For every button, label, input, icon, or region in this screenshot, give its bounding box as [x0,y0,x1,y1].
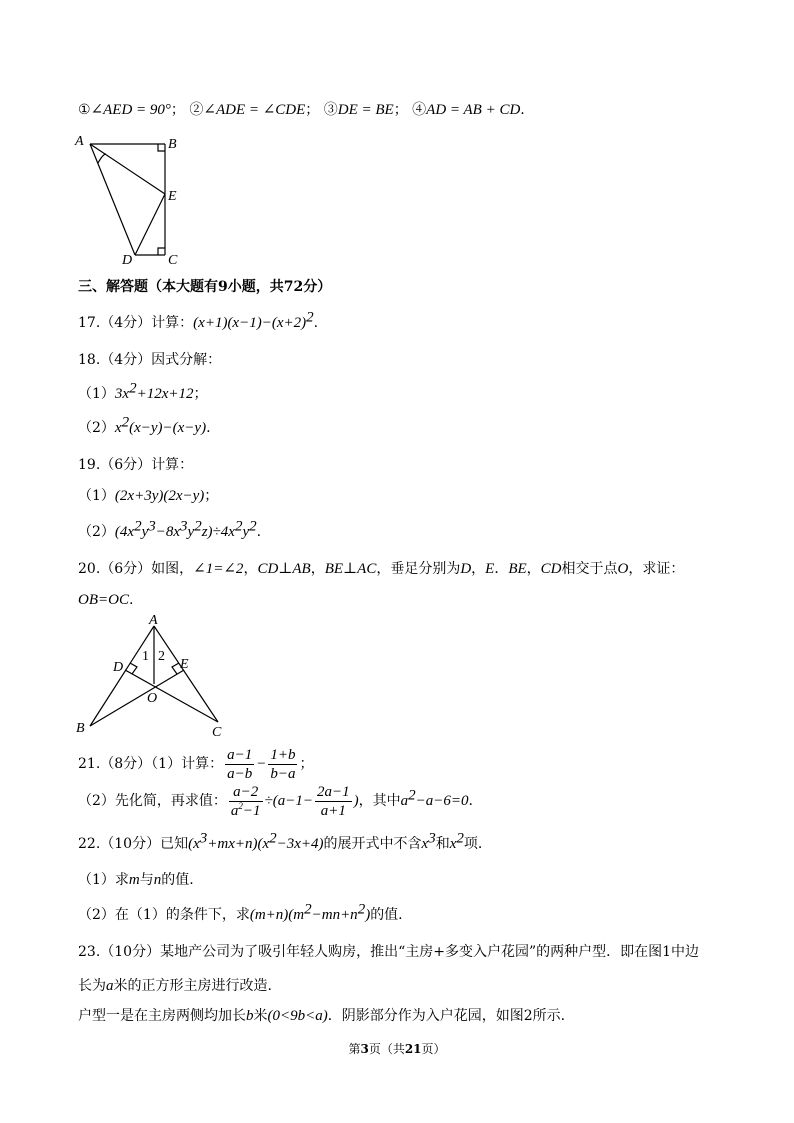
question-20-line-2 [78,590,133,610]
text: 第 [348,1042,361,1056]
text: 项. [463,836,483,852]
part-marker: （2） [78,420,115,436]
math: a [400,793,409,809]
denominator: a+1 [320,802,346,819]
fraction [229,783,263,820]
term: −1 [242,802,261,819]
text: ．阴影部分作为入户花园，如图2所示. [327,1008,566,1024]
item-3-marker: ③ [323,102,338,118]
segment-AE [90,144,165,194]
term: +12x+12 [136,386,194,402]
q21-part2-prompt: （2）先化简，再求值： [78,793,227,809]
page-number: 3 [360,1042,369,1056]
denominator: b−a [270,765,296,782]
page-footer [0,1040,794,1057]
item-4-marker: ④ [412,102,427,118]
text: ， [526,561,541,577]
denominator [229,802,263,820]
text: 页（共 [368,1042,405,1056]
math: D [460,561,472,577]
question-23-line-3 [78,1006,565,1026]
term: y [141,524,149,540]
separator: ； [170,102,185,118]
label-D: D [113,660,124,675]
statement-line [78,100,525,120]
text: 米的正方形主房进行改造. [113,978,272,994]
text: （2）在（1）的条件下，求 [78,907,250,923]
question-19: 19.（6分）计算： [78,457,194,473]
term: (4x [114,524,135,540]
separator: ； [204,488,219,504]
math: +mx+n)(x [207,836,270,852]
math: n [153,872,162,888]
math: BE⊥AC [324,561,377,577]
statement-1: ∠AED = 90° [90,102,171,118]
math: −a−6=0 [415,793,469,809]
text: ． [494,561,509,577]
numerator: a−2 [229,783,263,802]
label-B: B [168,137,177,152]
separator: ； [299,756,314,772]
segment-DE [135,194,165,255]
math: (x [188,836,200,852]
math: −3x+4) [276,836,324,852]
q17-exponent: 2 [306,309,314,326]
math: E [485,561,495,577]
label-B: B [76,721,85,736]
operator: ÷(a−1− [264,793,314,809]
right-angle-B [158,144,165,151]
exponent: 2 [408,787,416,804]
statement-4: AD = AB + CD [426,102,521,118]
text: 的展开式中不含 [323,836,422,852]
angle-label-1: 1 [142,649,149,664]
fraction [268,746,297,783]
math: x [421,836,429,852]
statement-3: DE = BE [337,102,394,118]
expression: (2x+3y)(2x−y) [114,488,205,504]
exponent: 2 [269,830,277,847]
exponent: 2 [194,518,202,535]
operator: − [256,756,267,772]
term: y [187,524,195,540]
section-heading: 三、解答题（本大题有9小题，共72分） [78,279,332,295]
question-22-part-2 [78,901,403,925]
math: OB=OC [78,592,129,608]
separator: ； [393,102,408,118]
text: ，其中 [358,793,401,809]
label-D: D [122,253,133,268]
text: 米 [253,1008,268,1024]
question-23-line-1: 23.（10分）某地产公司为了吸引年轻人购房，推出“主房+多变入户花园”的两种户型．即在图1中边 [78,944,700,960]
label-E: E [180,657,189,672]
math: CD⊥AB [257,561,311,577]
period: . [206,420,211,436]
question-21-part-1 [78,745,313,783]
separator: ； [193,386,208,402]
exponent: 2 [456,830,464,847]
exponent: 3 [180,518,188,535]
numerator: 2a−1 [317,783,350,800]
question-22-part-1 [78,870,194,890]
exponent: 2 [234,518,243,535]
period: . [256,524,262,540]
text: 的值. [161,872,194,888]
exponent: 3 [428,830,436,847]
angle-label-2: 2 [158,649,165,664]
math: O [617,561,629,577]
period: . [468,793,473,809]
part-marker: （1） [78,386,115,402]
math: a [106,978,114,994]
exponent: 2 [134,518,142,535]
term: (x−y)−(x−y) [129,420,207,436]
text: 户型一是在主房两侧均加长 [78,1008,246,1024]
question-19-part-1 [78,486,218,506]
exponent: 2 [249,518,257,535]
term: y [242,524,250,540]
separator: ； [305,102,320,118]
operator: ) [353,793,359,809]
math: (m+n)(m [249,907,305,923]
item-2-marker: ② [189,102,204,118]
part-marker: （1） [78,488,115,504]
exponent: 3 [148,518,156,535]
exponent: 2 [238,800,243,811]
q22-prompt: 22.（10分）已知 [78,836,189,852]
text: 相交于点 [561,561,618,577]
question-22 [78,830,483,854]
text: ，求证： [628,561,685,577]
angle-arc-A [98,154,106,163]
text: 页） [421,1042,446,1056]
text: ， [310,561,325,577]
q21-prompt: 21.（8分）（1）计算： [78,756,224,772]
fraction [225,746,254,783]
term: −8x [155,524,181,540]
text: 的值. [370,907,403,923]
q17-expression: (x+1)(x−1)−(x+2) [193,315,307,331]
figure-triangle [70,612,240,742]
label-C: C [168,253,178,268]
label-A: A [149,613,158,628]
exponent: 2 [357,901,366,918]
segment-BE [90,670,184,726]
math: CD [540,561,562,577]
math: (0<9b<a) [267,1008,328,1024]
question-23-line-2 [78,976,272,996]
q17-prompt: 17.（4分）计算： [78,315,194,331]
label-C: C [212,725,222,740]
question-18-part-1 [78,380,208,404]
period: . [520,102,525,118]
denominator: a−b [227,765,253,782]
question-20-line-1 [78,559,684,579]
text: （1）求 [78,872,129,888]
exponent: 2 [129,380,137,397]
question-17 [78,309,319,333]
term: z)÷4x [201,524,235,540]
math: ∠1=∠2 [193,561,244,577]
segment-AB [90,626,154,726]
question-21-part-2 [78,782,473,820]
term: a [230,802,239,819]
math: m [128,872,140,888]
label-A: A [75,134,84,149]
text: ， [243,561,258,577]
term: x [114,420,122,436]
label-O: O [147,691,158,706]
fraction [315,783,352,820]
text: ，垂足分别为 [376,561,461,577]
part-marker: （2） [78,524,115,540]
numerator: 1+b [270,746,296,763]
figure-trapezoid [70,128,190,268]
text: 长为 [78,978,106,994]
question-18-part-2 [78,414,211,438]
item-1-marker: ① [78,102,91,118]
question-19-part-2 [78,518,262,542]
numerator: a−1 [227,746,253,763]
q20-prompt: 20.（6分）如图， [78,561,194,577]
right-angle-C [158,248,165,255]
total-pages: 21 [404,1042,422,1056]
math: −mn+n [311,907,358,923]
exponent: 2 [121,414,130,431]
math: ) [365,907,371,923]
math: BE [508,561,527,577]
exponent: 2 [304,901,312,918]
right-angle-E [172,663,179,674]
exponent: 3 [199,830,208,847]
term: 3x [114,386,130,402]
text: 与 [139,872,154,888]
math: b [246,1008,254,1024]
segment-AD [90,144,135,255]
segment-AC [154,626,218,722]
period: . [128,592,134,608]
statement-2: ∠ADE = ∠CDE [203,102,306,118]
period: . [313,315,319,331]
question-18: 18.（4分）因式分解： [78,352,222,368]
text: ， [471,561,486,577]
label-E: E [168,189,177,204]
text: 和 [435,836,450,852]
math: x [449,836,457,852]
right-angle-D [130,663,137,674]
